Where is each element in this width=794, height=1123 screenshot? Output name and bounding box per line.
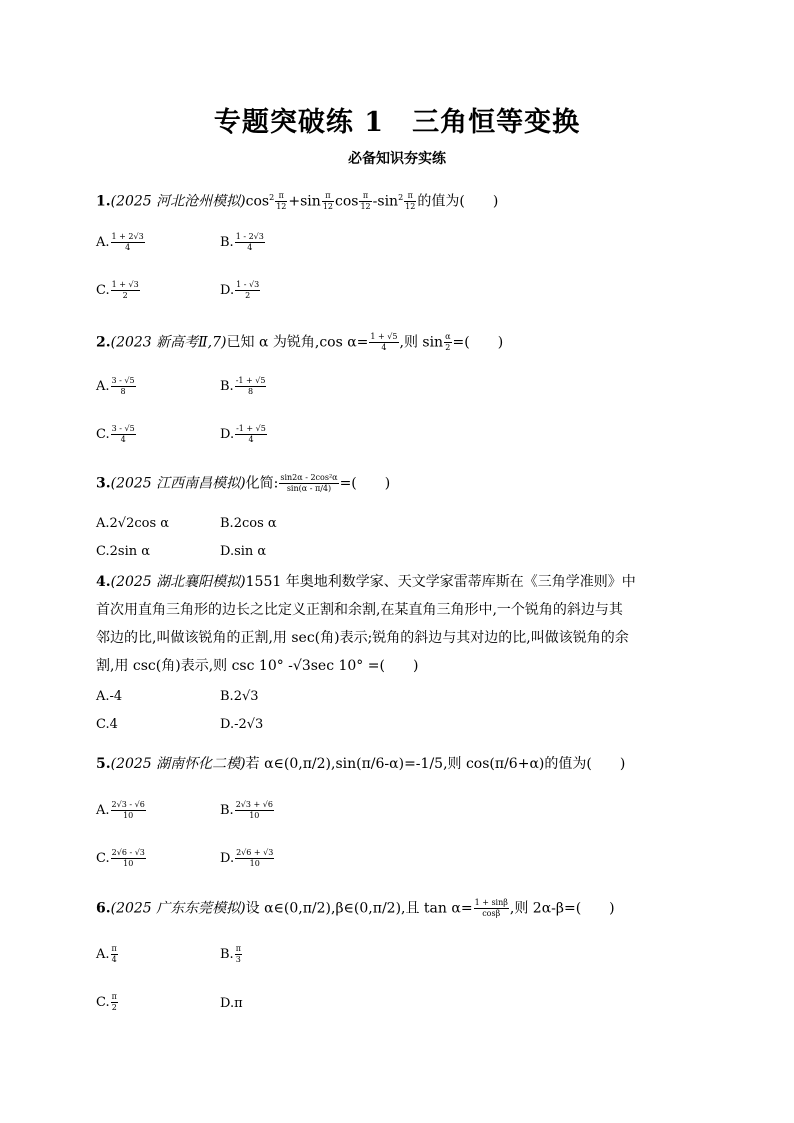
q3-option-c[interactable]: C.2sin α — [96, 544, 151, 559]
q4-option-d[interactable]: D.-2√3 — [220, 717, 264, 732]
q1-option-b[interactable]: B. $\frac{1 - 2√3}{4}$ — [220, 232, 264, 252]
question-5-stem: 5.(2025 湖南怀化二模)若 α∈(0,π/2),sin(π/6-α)=-1/5,则 cos(π/6+α)的值为( ) — [96, 756, 626, 772]
q2-option-c[interactable]: C. $\frac{3 - √5}{4}$ — [96, 424, 135, 444]
q2-option-b[interactable]: B. $\frac{-1 + √5}{8}$ — [220, 376, 266, 396]
q5-option-a[interactable]: A. $\frac{2√3 - √6}{10}$ — [96, 800, 145, 820]
question-1-stem: 1.(2025 河北沧州模拟)$\cos^2$ $\frac{\pi}{12}$ +sin $\frac{\pi}{12}$ cos $\frac{\pi}{12}$ $-\sin^2$ $\frac{\pi}{12}$ 的值为( ) — [96, 191, 499, 212]
q4-option-b[interactable]: B.2√3 — [220, 689, 259, 704]
q6-option-b[interactable]: B. $\frac{\pi}{3}$ — [220, 944, 241, 964]
q1-option-d[interactable]: D. $\frac{1 - √3}{2}$ — [220, 280, 260, 300]
q6-option-d[interactable]: D.π — [220, 996, 243, 1011]
q5-option-d[interactable]: D. $\frac{2√6 + √3}{10}$ — [220, 848, 274, 868]
question-6-stem: 6.(2025 广东东莞模拟)设 α∈(0,π/2),β∈(0,π/2),且 tan α= $\frac{1 + \sin\beta}{\cos\beta}$ ,则 2α-β=( ) — [96, 898, 615, 918]
section-subtitle: 必备知识夯实练 — [348, 151, 446, 167]
q1-option-c[interactable]: C. $\frac{1 + √3}{2}$ — [96, 280, 139, 300]
q5-option-b[interactable]: B. $\frac{2√3 + √6}{10}$ — [220, 800, 273, 820]
q3-option-d[interactable]: D.sin α — [220, 544, 267, 559]
question-2-stem: 2.(2023 新高考Ⅱ,7)已知 α 为锐角,cos α= $\frac{1 + √5}{4}$ ,则 sin $\frac{\alpha}{2}$ =( ) — [96, 332, 504, 352]
q4-option-c[interactable]: C.4 — [96, 717, 118, 732]
page-title: 专题突破练 1 三角恒等变换 — [213, 107, 581, 138]
q6-option-c[interactable]: C. $\frac{\pi}{2}$ — [96, 992, 117, 1012]
q3-option-b[interactable]: B.2cos α — [220, 516, 277, 531]
q5-option-c[interactable]: C. $\frac{2√6 - √3}{10}$ — [96, 848, 145, 868]
q3-option-a[interactable]: A.2√2cos α — [96, 516, 170, 531]
q1-option-a[interactable]: A. $\frac{1 + 2√3}{4}$ — [96, 232, 144, 252]
q2-option-a[interactable]: A. $\frac{3 - √5}{8}$ — [96, 376, 135, 396]
q4-option-a[interactable]: A.-4 — [96, 689, 123, 704]
question-4-stem: 4.(2025 湖北襄阳模拟)1551 年奥地利数学家、天文学家雷蒂库斯在《三角学准则》中 首次用直角三角形的边长之比定义正割和余割,在某直角三角形中,一个锐角的斜边与其 邻边的比,叫做该锐角的正割,用 sec(角)表示;锐角的斜边与其对边的比,叫做该锐角的余 割,用 csc(角)表示,则 csc 10° -√3sec 10° =( ) — [96, 574, 636, 674]
question-3-stem: 3.(2025 江西南昌模拟)化简: $\frac{\text{sin2α - 2cos²α}}{\sin(\alpha - \pi/4)}$ =( ) — [96, 473, 391, 493]
q6-option-a[interactable]: A. $\frac{\pi}{4}$ — [96, 944, 117, 964]
q2-option-d[interactable]: D. $\frac{-1 + √5}{4}$ — [220, 424, 266, 444]
